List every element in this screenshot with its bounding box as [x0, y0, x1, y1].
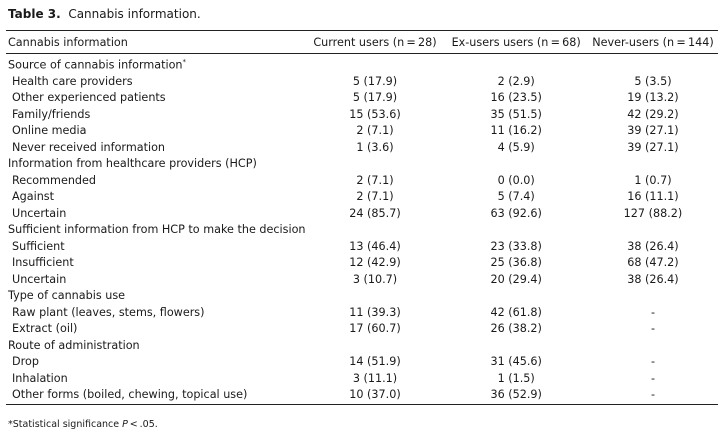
- table-cell: 26 (38.2): [490, 322, 542, 336]
- table-cell: 42 (61.8): [490, 305, 542, 319]
- table-cell: 31 (45.6): [490, 355, 542, 369]
- table-section-row: [6, 54, 718, 74]
- row-label-text: Inhalation: [12, 371, 68, 385]
- table-caption-text: Cannabis information.: [68, 7, 201, 21]
- row-label: [6, 140, 306, 157]
- table-section-row: [6, 288, 718, 305]
- table-cell: 13 (46.4): [349, 239, 401, 253]
- table-cell: [306, 156, 445, 173]
- row-label: [6, 206, 306, 223]
- row-label: [6, 305, 306, 322]
- table-cell: 24 (85.7): [349, 206, 401, 220]
- footnote-text: Statistical significance: [12, 419, 123, 430]
- table-cell: 1 (1.5): [497, 371, 535, 385]
- row-label: [6, 354, 306, 371]
- row-label: [6, 255, 306, 272]
- table-cell: 2 (7.1): [356, 173, 394, 187]
- row-label: [6, 222, 306, 239]
- table-caption: [8, 7, 201, 21]
- table-cell: [444, 338, 587, 355]
- table-cell: 25 (36.8): [490, 256, 542, 270]
- table-row: [6, 239, 718, 256]
- row-label-text: Sufficient information from HCP to make the decision: [8, 223, 306, 237]
- table-cell: 3 (11.1): [352, 371, 398, 385]
- row-label-text: Route of administration: [8, 338, 140, 352]
- table-cell: 63 (92.6): [490, 206, 542, 220]
- table-row: [6, 387, 718, 404]
- table-cell: 39 (27.1): [627, 124, 679, 138]
- row-label-text: Health care providers: [12, 74, 133, 88]
- table-row: [6, 107, 718, 124]
- row-label-text: Insufficient: [12, 256, 74, 270]
- table-header-row: [6, 31, 718, 54]
- table-cell: 1 (3.6): [356, 140, 394, 154]
- row-label-text: Raw plant (leaves, stems, flowers): [12, 305, 205, 319]
- row-label: [6, 54, 306, 74]
- table-cell: 3 (10.7): [352, 272, 398, 286]
- table-body: [6, 54, 718, 405]
- row-label: [6, 371, 306, 388]
- table-cell: 38 (26.4): [627, 239, 679, 253]
- row-label-text: Sufficient: [12, 239, 65, 253]
- cannabis-information-table: [6, 30, 718, 405]
- table-cell: 35 (51.5): [490, 107, 542, 121]
- table-cell: -: [650, 305, 655, 319]
- row-label: [6, 123, 306, 140]
- row-label-text: Type of cannabis use: [8, 289, 126, 303]
- row-label: [6, 321, 306, 338]
- table-cell: [444, 54, 587, 74]
- table-cell: 19 (13.2): [627, 91, 679, 105]
- table-cell: [588, 156, 718, 173]
- row-label: [6, 189, 306, 206]
- footnote-rest: < .05.: [127, 419, 158, 430]
- table-caption-label: Table 3.: [8, 7, 61, 21]
- table-cell: 5 (7.4): [497, 190, 535, 204]
- row-label-text: Drop: [12, 355, 39, 369]
- table-row: [6, 206, 718, 223]
- table-cell: [588, 338, 718, 355]
- row-label-text: Other experienced patients: [12, 91, 166, 105]
- table-cell: 2 (2.9): [497, 74, 535, 88]
- row-label-text: Never received information: [12, 140, 166, 154]
- footnote-marker: *: [182, 58, 187, 66]
- table-cell: 16 (23.5): [490, 91, 542, 105]
- table-cell: [306, 54, 445, 74]
- column-header-current-users: Current users (n = 28): [306, 31, 445, 54]
- table-cell: 1 (0.7): [634, 173, 672, 187]
- table-cell: [588, 222, 718, 239]
- footnote-italic: P: [122, 419, 128, 430]
- table-cell: 14 (51.9): [349, 355, 401, 369]
- table-cell: 2 (7.1): [356, 124, 394, 138]
- table-cell: 5 (17.9): [352, 74, 398, 88]
- table-cell: 17 (60.7): [349, 322, 401, 336]
- table-cell: -: [650, 322, 655, 336]
- table-row: [6, 371, 718, 388]
- table-cell: [588, 288, 718, 305]
- row-label-text: Uncertain: [12, 206, 67, 220]
- table-cell: -: [588, 387, 718, 404]
- table-cell: -: [650, 355, 655, 369]
- table-cell: 38 (26.4): [627, 272, 679, 286]
- table-row: [6, 354, 718, 371]
- row-label: [6, 74, 306, 91]
- row-label: [6, 239, 306, 256]
- table-cell: 39 (27.1): [627, 140, 679, 154]
- table-cell: 15 (53.6): [349, 107, 401, 121]
- table-cell: 12 (42.9): [349, 256, 401, 270]
- footnote-mark: *: [8, 419, 13, 430]
- row-label-text: Family/friends: [12, 107, 91, 121]
- row-label-text: Online media: [12, 124, 87, 138]
- table-cell: -: [650, 371, 655, 385]
- table-footnote: [8, 419, 158, 430]
- table-cell: 16 (11.1): [627, 190, 679, 204]
- table-cell: 5 (17.9): [352, 91, 398, 105]
- row-label-text: Source of cannabis information: [8, 58, 183, 72]
- table-row: [6, 140, 718, 157]
- table-row: [6, 255, 718, 272]
- table-cell: [444, 222, 587, 239]
- table-cell: 11 (39.3): [349, 305, 401, 319]
- column-header-never-users: Never-users (n = 144): [588, 31, 718, 54]
- row-label-text: Other forms (boiled, chewing, topical use): [12, 388, 248, 402]
- table-row: [6, 90, 718, 107]
- table-section-row: [6, 156, 718, 173]
- table-cell: 11 (16.2): [490, 124, 542, 138]
- table-row: [6, 173, 718, 190]
- table-cell: [306, 222, 445, 239]
- row-label: [6, 288, 306, 305]
- table-row: [6, 321, 718, 338]
- row-label-text: Against: [12, 190, 55, 204]
- table-row: [6, 74, 718, 91]
- column-header-ex-users: Ex-users users (n = 68): [444, 31, 587, 54]
- table-section-row: [6, 222, 718, 239]
- table-row: [6, 305, 718, 322]
- row-label-text: Information from healthcare providers (HCP): [8, 157, 257, 171]
- table-cell: [588, 54, 718, 74]
- table-cell: 0 (0.0): [497, 173, 535, 187]
- table-cell: 68 (47.2): [627, 256, 679, 270]
- row-label: [6, 272, 306, 289]
- row-label-text: Uncertain: [12, 272, 67, 286]
- table-cell: 10 (37.0): [306, 387, 445, 404]
- table-row: [6, 189, 718, 206]
- row-label-text: Recommended: [12, 173, 97, 187]
- table-cell: 36 (52.9): [444, 387, 587, 404]
- row-label-text: Extract (oil): [12, 322, 78, 336]
- table-row: [6, 123, 718, 140]
- table-cell: [444, 288, 587, 305]
- row-label: [6, 90, 306, 107]
- table-cell: 23 (33.8): [490, 239, 542, 253]
- row-label: [6, 387, 306, 404]
- table-cell: 20 (29.4): [490, 272, 542, 286]
- table-cell: 127 (88.2): [623, 206, 683, 220]
- table-cell: 42 (29.2): [627, 107, 679, 121]
- row-label: [6, 156, 306, 173]
- column-header-cannabis-information: Cannabis information: [6, 31, 306, 54]
- table-row: [6, 272, 718, 289]
- table-cell: 4 (5.9): [497, 140, 535, 154]
- table-section-row: [6, 338, 718, 355]
- table-cell: [306, 288, 445, 305]
- table-cell: 2 (7.1): [356, 190, 394, 204]
- row-label: [6, 338, 306, 355]
- table-cell: 5 (3.5): [634, 74, 672, 88]
- table-cell: [444, 156, 587, 173]
- table-cell: [306, 338, 445, 355]
- row-label: [6, 173, 306, 190]
- row-label: [6, 107, 306, 124]
